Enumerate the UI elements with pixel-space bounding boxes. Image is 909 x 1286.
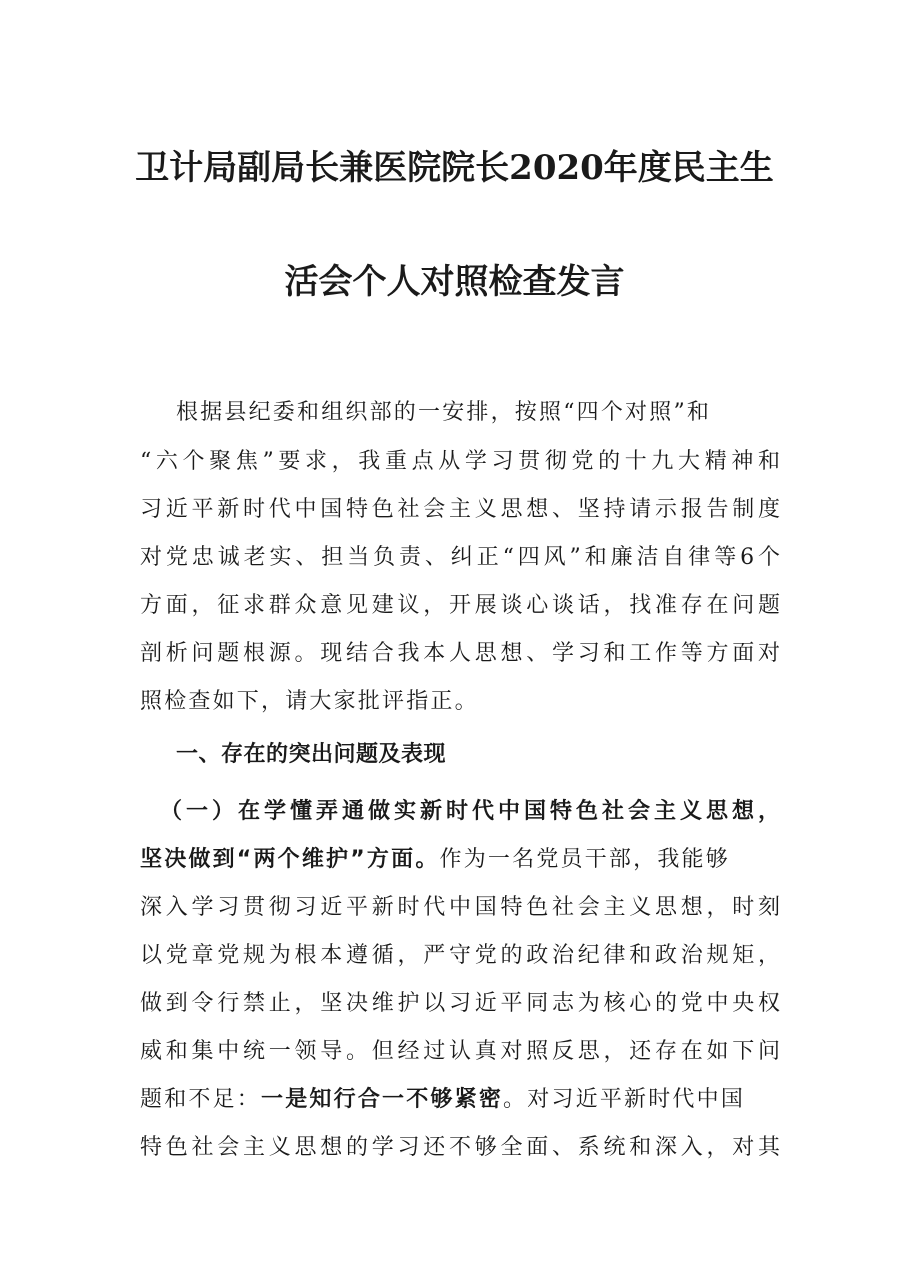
section-heading-1: 一、存在的突出问题及表现 [176,742,447,767]
body-line-4: 威和集中统一领导。但经过认真对照反思，还存在如下问 [140,1039,780,1064]
body-line-1: 深入学习贯彻习近平新时代中国特色社会主义思想，时刻 [140,895,780,920]
issue-highlight: 一是知行合一不够紧密 [261,1087,504,1112]
subsection-line-2 [140,843,780,877]
intro-line-7: 照检查如下，请大家批评指正。 [140,689,479,714]
body-line-3: 做到令行禁止，坚决维护以习近平同志为核心的党中央权 [140,991,780,1016]
intro-line-1: 根据县纪委和组织部的一安排，按照“四个对照”和 [176,400,712,425]
intro-line-6: 剖析问题根源。现结合我本人思想、学习和工作等方面对 [140,641,780,666]
body-line-2: 以党章党规为根本遵循，严守党的政治纪律和政治规矩， [140,943,780,968]
body-line-6: 特色社会主义思想的学习还不够全面、系统和深入，对其 [140,1135,780,1160]
subsection-heading-1: （一）在学懂弄通做实新时代中国特色社会主义思想， [160,799,780,824]
body-text: 作为一名党员干部，我能够 [439,847,730,872]
document-title-line-2: 活会个人对照检查发言 [284,262,625,302]
intro-line-3: 习近平新时代中国特色社会主义思想、坚持请示报告制度 [140,497,780,522]
intro-line-5: 方面，征求群众意见建议，开展谈心谈话，找准存在问题 [140,593,780,618]
intro-line-4: 对党忠诚老实、担当负责、纠正“四风”和廉洁自律等6个 [140,545,780,570]
body-text: 题和不足： [140,1087,262,1112]
body-text: 。对习近平新时代中国 [503,1087,746,1112]
intro-line-2: “六个聚焦”要求，我重点从学习贯彻党的十九大精神和 [140,449,780,474]
body-line-5 [140,1083,780,1117]
subsection-heading-1-cont: 坚决做到“两个维护”方面。 [140,847,440,872]
document-title-line-1: 卫计局副局长兼医院院长2020年度民主生 [135,148,774,188]
